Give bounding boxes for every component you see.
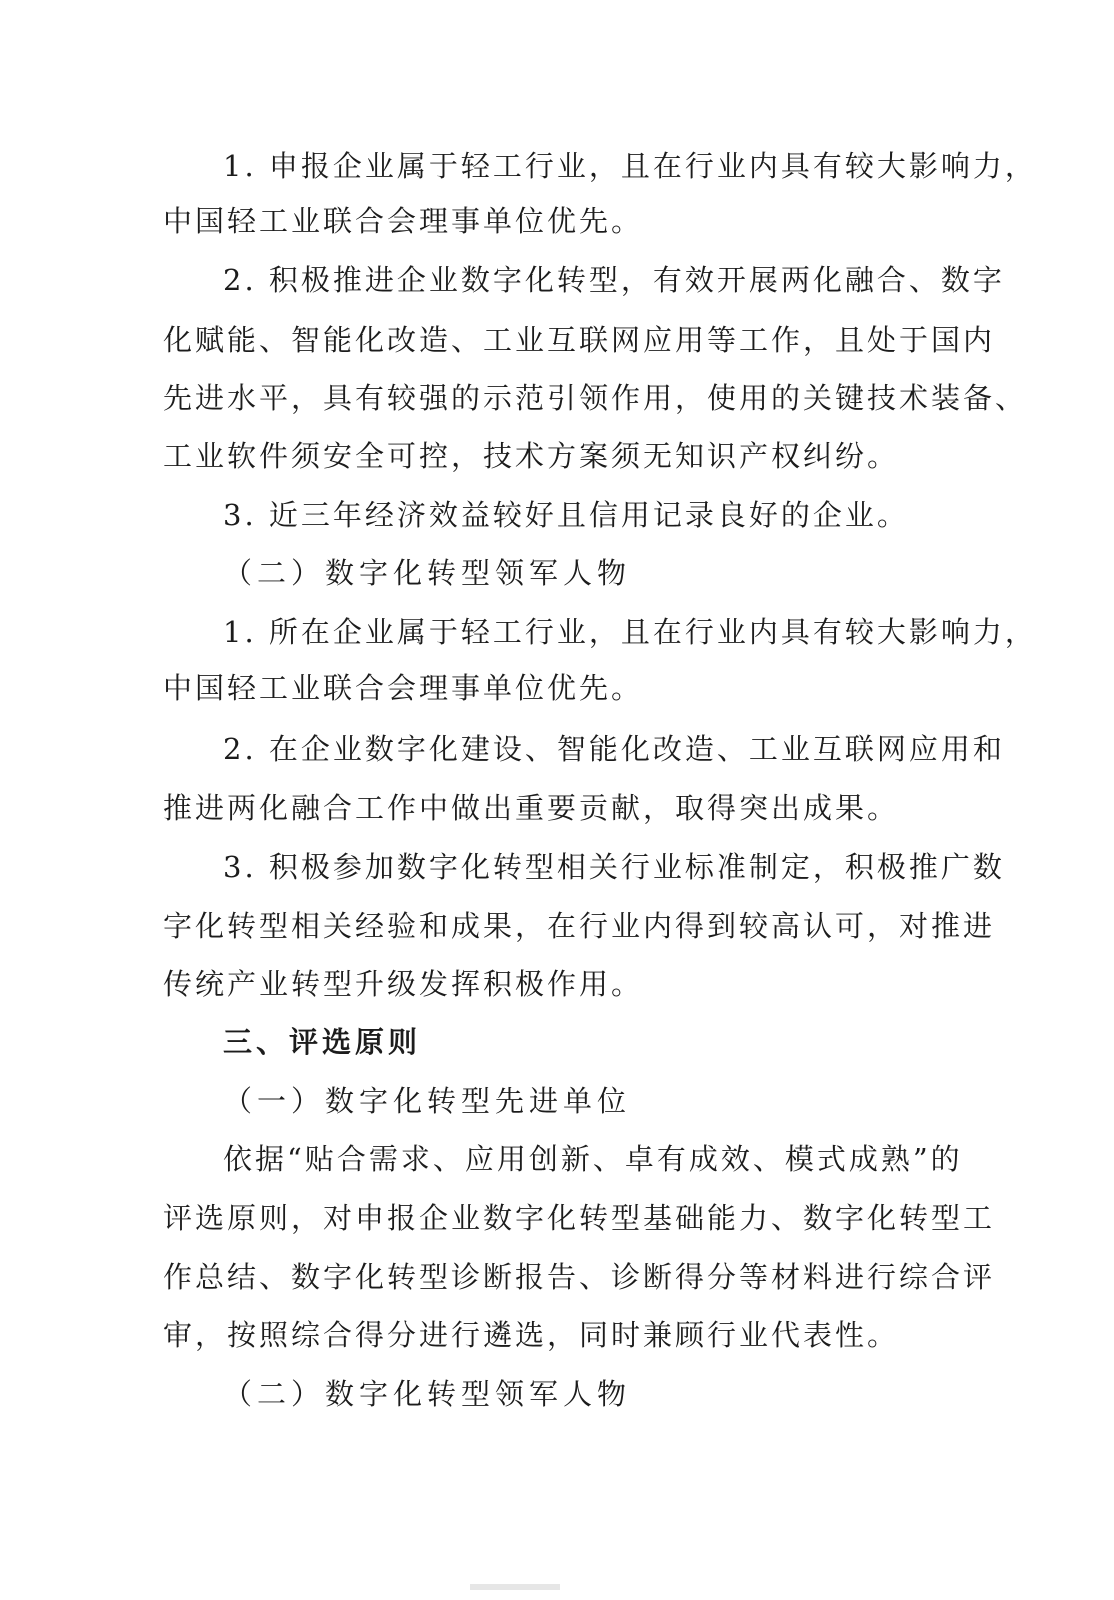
principle-paragraph-line-1: 依据“贴合需求、应用创新、卓有成效、模式成熟”的 — [223, 1142, 963, 1176]
criterion-2-1-line-1: 1. 所在企业属于轻工行业，且在行业内具有较大影响力， — [223, 615, 1037, 649]
criterion-1-1-line-1: 1. 申报企业属于轻工行业，且在行业内具有较大影响力， — [223, 149, 1037, 183]
criterion-1-2-line-1: 2. 积极推进企业数字化转型，有效开展两化融合、数字 — [223, 263, 1005, 297]
subsection-advanced-unit-title: （一）数字化转型先进单位 — [223, 1084, 632, 1118]
criterion-2-2-line-2: 推进两化融合工作中做出重要贡献，取得突出成果。 — [163, 791, 900, 825]
criterion-2-3-line-1: 3. 积极参加数字化转型相关行业标准制定，积极推广数 — [223, 850, 1005, 884]
principle-paragraph-line-2: 评选原则，对申报企业数字化转型基础能力、数字化转型工 — [163, 1201, 996, 1235]
subsection-leader-principles-title: （二）数字化转型领军人物 — [223, 1377, 632, 1411]
principle-paragraph-line-3: 作总结、数字化转型诊断报告、诊断得分等材料进行综合评 — [163, 1260, 996, 1294]
criterion-1-1-line-2: 中国轻工业联合会理事单位优先。 — [163, 204, 644, 238]
criterion-2-1-line-2: 中国轻工业联合会理事单位优先。 — [163, 671, 644, 705]
criterion-2-2-line-1: 2. 在企业数字化建设、智能化改造、工业互联网应用和 — [223, 732, 1005, 766]
criterion-1-2-line-3: 先进水平，具有较强的示范引领作用，使用的关键技术装备、 — [163, 381, 1028, 415]
criterion-1-2-line-4: 工业软件须安全可控，技术方案须无知识产权纠纷。 — [163, 439, 900, 473]
criterion-2-3-line-3: 传统产业转型升级发挥积极作用。 — [163, 967, 644, 1001]
scan-artifact — [470, 1584, 560, 1590]
criterion-2-3-line-2: 字化转型相关经验和成果，在行业内得到较高认可，对推进 — [163, 909, 996, 943]
principle-paragraph-line-4: 审，按照综合得分进行遴选，同时兼顾行业代表性。 — [163, 1318, 900, 1352]
criterion-1-3: 3. 近三年经济效益较好且信用记录良好的企业。 — [223, 498, 909, 532]
subsection-leader-title: （二）数字化转型领军人物 — [223, 556, 632, 590]
section-selection-principles-title: 三、评选原则 — [223, 1025, 422, 1059]
criterion-1-2-line-2: 化赋能、智能化改造、工业互联网应用等工作，且处于国内 — [163, 323, 996, 357]
